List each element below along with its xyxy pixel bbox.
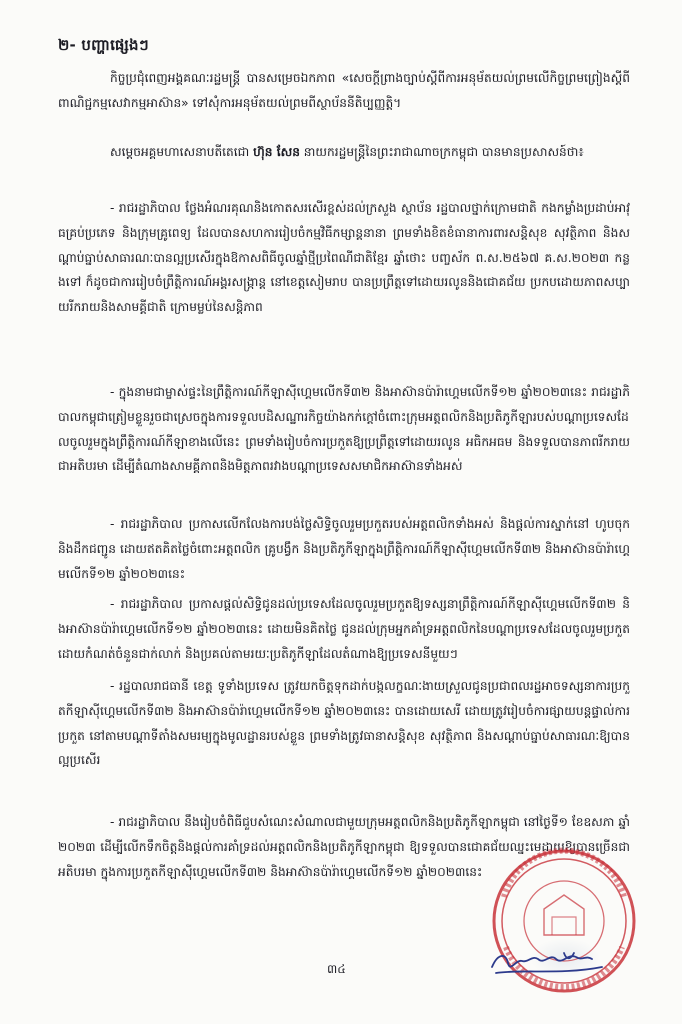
statement-intro: សម្តេចអគ្គមហាសេនាបតីតេជោ xyxy=(110,145,254,159)
paragraph-host-sea-games: - ក្នុងនាមជាម្ចាស់ផ្ទះនៃព្រឹត្តិការណ៍កីឡាស៊ីហ្គេមលើកទី៣២ និងអាស៊ានប៉ារ៉ាហ្គេមលើកទី១២ ឆ្នាំ២០២៣នេះ រាជរដ្ឋាភិបាលកម្ពុជាត្រៀមខ្លួនរួចជាស្រេចក្នុងការទទួលបដិសណ្ឋារកិច្ចយ៉ាងកក់ក្តៅចំពោះក្រុមអត្តពលិកនិងប្រតិភូកីឡារបស់បណ្តាប្រទេសដែលចូលរួមក្នុងព្រឹត្តិការណ៍កីឡាខាងលើនេះ ព្រមទាំងរៀបចំការប្រកួតឱ្យប្រព្រឹត្តទៅដោយរលូន អធិកអធម និងទទួលបានភាពរីករាយជាអតិបរមា ដើម្បីតំណាងសាមគ្គីភាពនិងមិត្តភាពរវាងបណ្តាប្រទេសសមាជិកអាស៊ានទាំងអស់ xyxy=(58,385,630,474)
paragraph-council-decision: កិច្ចប្រជុំពេញអង្គគណៈរដ្ឋមន្ត្រី បានសម្រេចឯកភាព «សេចក្តីព្រាងច្បាប់ស្តីពីការអនុម័តយល់ព្រមលើកិច្ចព្រមព្រៀងស្តីពីពាណិជ្ជកម្មសេវាកម្មអាស៊ាន» ទៅសុំការអនុម័តយល់ព្រមពីស្ថាប័ននីតិប្បញ្ញត្តិ។ xyxy=(58,71,630,110)
prime-minister-name: ហ៊ុន សែន xyxy=(253,145,300,159)
paragraph-fee-waiver: - រាជរដ្ឋាភិបាល ប្រកាសលើកលែងការបង់ថ្លៃសិទ្ធិចូលរួមប្រកួតរបស់អត្តពលិកទាំងអស់ និងផ្តល់ការស្នាក់នៅ ហូបចុក និងដឹកជញ្ជូន ដោយឥតគិតថ្លៃចំពោះអត្តពលិក គ្រូបង្វឹក និងប្រតិភូកីឡាក្នុងព្រឹត្តិការណ៍កីឡាស៊ីហ្គេមលើកទី៣២ និងអាស៊ានប៉ារ៉ាហ្គេមលើកទី១២ ឆ្នាំ២០២៣នេះ xyxy=(58,517,630,581)
section-heading: ២- បញ្ហាផ្សេងៗ xyxy=(58,36,149,54)
paragraph-local-broadcast: - រដ្ឋបាលរាជធានី ខេត្ត ទូទាំងប្រទេស ត្រូវយកចិត្តទុកដាក់បង្កលក្ខណៈងាយស្រួលជូនប្រជាពលរដ្ឋអាចទស្សនាការប្រកួតកីឡាស៊ីហ្គេមលើកទី៣២ និងអាស៊ានប៉ារ៉ាហ្គេមលើកទី១២ ឆ្នាំ២០២៣នេះ បានដោយសេរី ដោយត្រូវរៀបចំការផ្សាយបន្តផ្ទាល់ការប្រកួត នៅតាមបណ្តាទីតាំងសមរម្យក្នុងមូលដ្ឋានរបស់ខ្លួន ព្រមទាំងត្រូវធានាសន្តិសុខ សុវត្ថិភាព និងសណ្តាប់ធ្នាប់សាធារណៈឱ្យបានល្អប្រសើរ xyxy=(58,679,630,768)
page-number: ៣៤ xyxy=(327,962,346,976)
paragraph-prime-minister-statement xyxy=(58,140,630,194)
paragraph-free-tickets: - រាជរដ្ឋាភិបាល ប្រកាសផ្តល់សិទ្ធិជូនដល់ប្រទេសដែលចូលរួមប្រកួតឱ្យទស្សនាព្រឹត្តិការណ៍កីឡាស៊ីហ្គេមលើកទី៣២ និងអាស៊ានប៉ារ៉ាហ្គេមលើកទី១២ ឆ្នាំ២០២៣នេះ ដោយមិនគិតថ្លៃ ជូនដល់ក្រុមអ្នកគាំទ្រអត្តពលិកនៃបណ្តាប្រទេសដែលចូលរួមប្រកួត ដោយកំណត់ចំនួនជាក់លាក់ និងប្រគល់តាមរយៈប្រតិភូកីឡាដែលតំណាងឱ្យប្រទេសនីមួយៗ xyxy=(58,597,630,661)
paragraph-athlete-meeting: - រាជរដ្ឋាភិបាល នឹងរៀបចំពិធីជួបសំណេះសំណាលជាមួយក្រុមអត្តពលិកនិងប្រតិភូកីឡាកម្ពុជា នៅថ្ងៃទី១ ខែឧសភា ឆ្នាំ២០២៣ ដើម្បីលើកទឹកចិត្តនិងផ្តល់ការគាំទ្រដល់អត្តពលិកនិងប្រតិភូកីឡាកម្ពុជា ឱ្យទទួលបានជោគជ័យឈ្នះមេដាយឱ្យបានច្រើនជាអតិបរមា ក្នុងការប្រកួតកីឡាស៊ីហ្គេមលើកទី៣២ និងអាស៊ានប៉ារ៉ាហ្គេមលើកទី១២ ឆ្នាំ២០២៣នេះ xyxy=(58,815,630,879)
statement-title: នាយករដ្ឋមន្ត្រីនៃព្រះរាជាណាចក្រកម្ពុជា បានមានប្រសាសន៍ថា៖ xyxy=(299,145,584,159)
official-seal-stamp xyxy=(452,835,644,995)
paragraph-thanks-new-year: - រាជរដ្ឋាភិបាល ថ្លែងអំណរគុណនិងកោតសរសើរខ្ពស់ដល់ក្រសួង ស្ថាប័ន រដ្ឋបាលថ្នាក់ក្រោមជាតិ កងកម្លាំងប្រដាប់អាវុធគ្រប់ប្រភេទ និងក្រុមគ្រូពេទ្យ ដែលបានសហការរៀបចំកម្មវិធីកម្សាន្តនានា ព្រមទាំងខិតខំធានាការពារសន្តិសុខ សុវត្ថិភាព និងសណ្តាប់ធ្នាប់សាធារណៈបានល្អប្រសើរក្នុងឱកាសពិធីចូលឆ្នាំថ្មីប្រពៃណីជាតិខ្មែរ ឆ្នាំថោះ បញ្ចស័ក ព.ស.២៥៦៧ គ.ស.២០២៣ កន្លងទៅ ក៏ដូចជាការរៀបចំព្រឹត្តិការណ៍អង្គរសង្ក្រាន្ត នៅខេត្តសៀមរាប បានប្រព្រឹត្តទៅដោយរលូននិងជោគជ័យ ប្រកបដោយភាពសប្បាយរីករាយនិងសាមគ្គីជាតិ ក្រោមម្លប់នៃសន្តិភាព xyxy=(58,201,630,315)
